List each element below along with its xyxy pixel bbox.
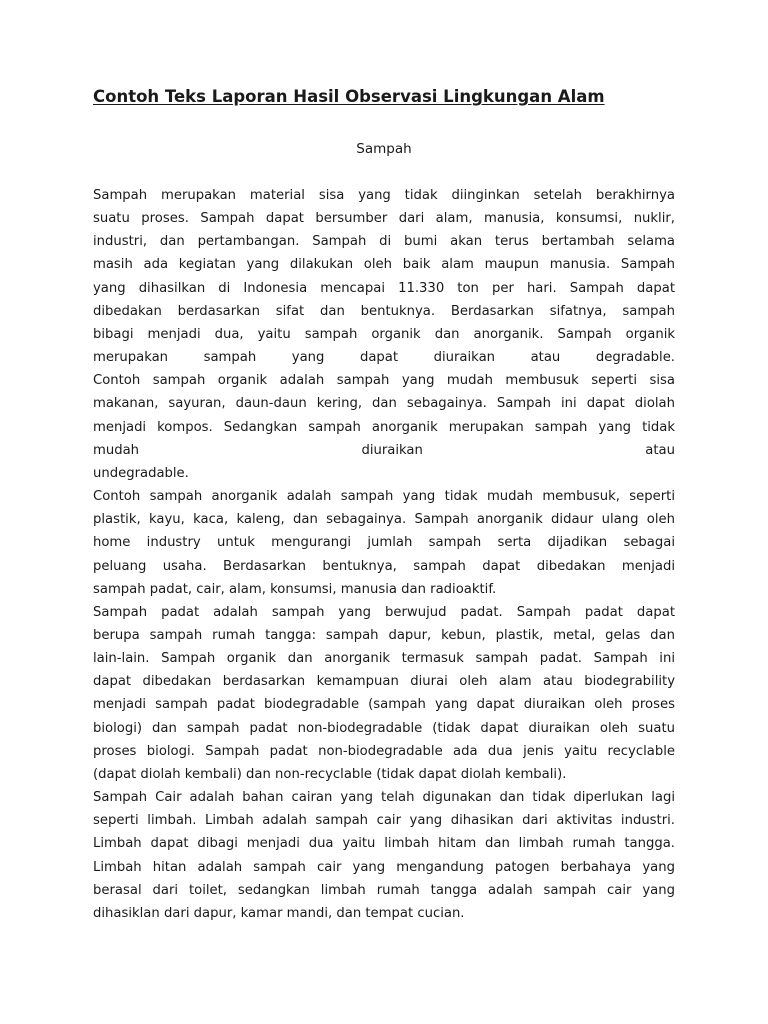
text-line: industri, dan pertambangan. Sampah di bumi akan terus bertambah selama: [93, 234, 675, 250]
text-line: seperti limbah. Limbah adalah sampah cair yang dihasikan dari aktivitas industri.: [93, 813, 675, 829]
text-line: Limbah hitan adalah sampah cair yang mengandung patogen berbahaya yang: [93, 859, 675, 875]
text-line: Limbah dapat dibagi menjadi dua yaitu limbah hitam dan limbah rumah tangga.: [93, 836, 675, 852]
text-line: dapat dibedakan berdasarkan kemampuan diurai oleh alam atau biodegrability: [93, 674, 675, 690]
document-body: [93, 184, 675, 925]
paragraph-2: [93, 485, 675, 601]
text-line: merupakan sampah yang dapat diuraikan atau degradable.: [93, 350, 675, 366]
text-line: undegradable.: [93, 465, 189, 481]
text-line: suatu proses. Sampah dapat bersumber dari alam, manusia, konsumsi, nuklir,: [93, 211, 675, 227]
text-line: proses biologi. Sampah padat non-biodegradable ada dua jenis yaitu recyclable: [93, 743, 675, 759]
text-line: (dapat diolah kembali) dan non-recyclable (tidak dapat diolah kembali).: [93, 766, 567, 782]
paragraph-4: [93, 786, 675, 925]
text-line: lain-lain. Sampah organik dan anorganik termasuk sampah padat. Sampah ini: [93, 651, 675, 667]
text-line: makanan, sayuran, daun-daun kering, dan sebagainya. Sampah ini dapat diolah: [93, 396, 675, 412]
text-line: bibagi menjadi dua, yaitu sampah organik dan anorganik. Sampah organik: [93, 326, 675, 342]
text-line: Contoh sampah anorganik adalah sampah yang tidak mudah membusuk, seperti: [93, 489, 675, 505]
text-line: mudah diuraikan atau: [93, 442, 675, 458]
text-line: dihasiklan dari dapur, kamar mandi, dan tempat cucian.: [93, 905, 465, 921]
text-line: Sampah merupakan material sisa yang tidak diinginkan setelah berakhirnya: [93, 188, 675, 203]
text-line: sampah padat, cair, alam, konsumsi, manusia dan radioaktif.: [93, 581, 497, 597]
text-line: menjadi sampah padat biodegradable (sampah yang dapat diuraikan oleh proses: [93, 697, 675, 713]
paragraph-3: [93, 601, 675, 786]
text-line: biologi) dan sampah padat non-biodegradable (tidak dapat diuraikan oleh suatu: [93, 720, 675, 736]
text-line: menjadi kompos. Sedangkan sampah anorganik merupakan sampah yang tidak: [93, 419, 675, 435]
paragraph-1: [93, 184, 675, 485]
text-line: home industry untuk mengurangi jumlah sampah serta dijadikan sebagai: [93, 535, 675, 551]
text-line: Sampah padat adalah sampah yang berwujud padat. Sampah padat dapat: [93, 604, 675, 620]
document-title: Contoh Teks Laporan Hasil Observasi Lingkungan Alam: [93, 87, 605, 106]
text-line: berasal dari toilet, sedangkan limbah rumah tangga adalah sampah cair yang: [93, 882, 675, 898]
text-line: masih ada kegiatan yang dilakukan oleh baik alam maupun manusia. Sampah: [93, 257, 675, 273]
section-heading: Sampah: [356, 141, 412, 157]
text-line: yang dihasilkan di Indonesia mencapai 11.330 ton per hari. Sampah dapat: [93, 280, 675, 296]
text-line: Sampah Cair adalah bahan cairan yang telah digunakan dan tidak diperlukan lagi: [93, 790, 675, 806]
text-line: dibedakan berdasarkan sifat dan bentuknya. Berdasarkan sifatnya, sampah: [93, 303, 675, 319]
text-line: peluang usaha. Berdasarkan bentuknya, sampah dapat dibedakan menjadi: [93, 558, 675, 574]
text-line: berupa sampah rumah tangga: sampah dapur, kebun, plastik, metal, gelas dan: [93, 627, 675, 643]
text-line: Contoh sampah organik adalah sampah yang mudah membusuk seperti sisa: [93, 373, 675, 389]
text-line: plastik, kayu, kaca, kaleng, dan sebagainya. Sampah anorganik didaur ulang oleh: [93, 512, 675, 528]
